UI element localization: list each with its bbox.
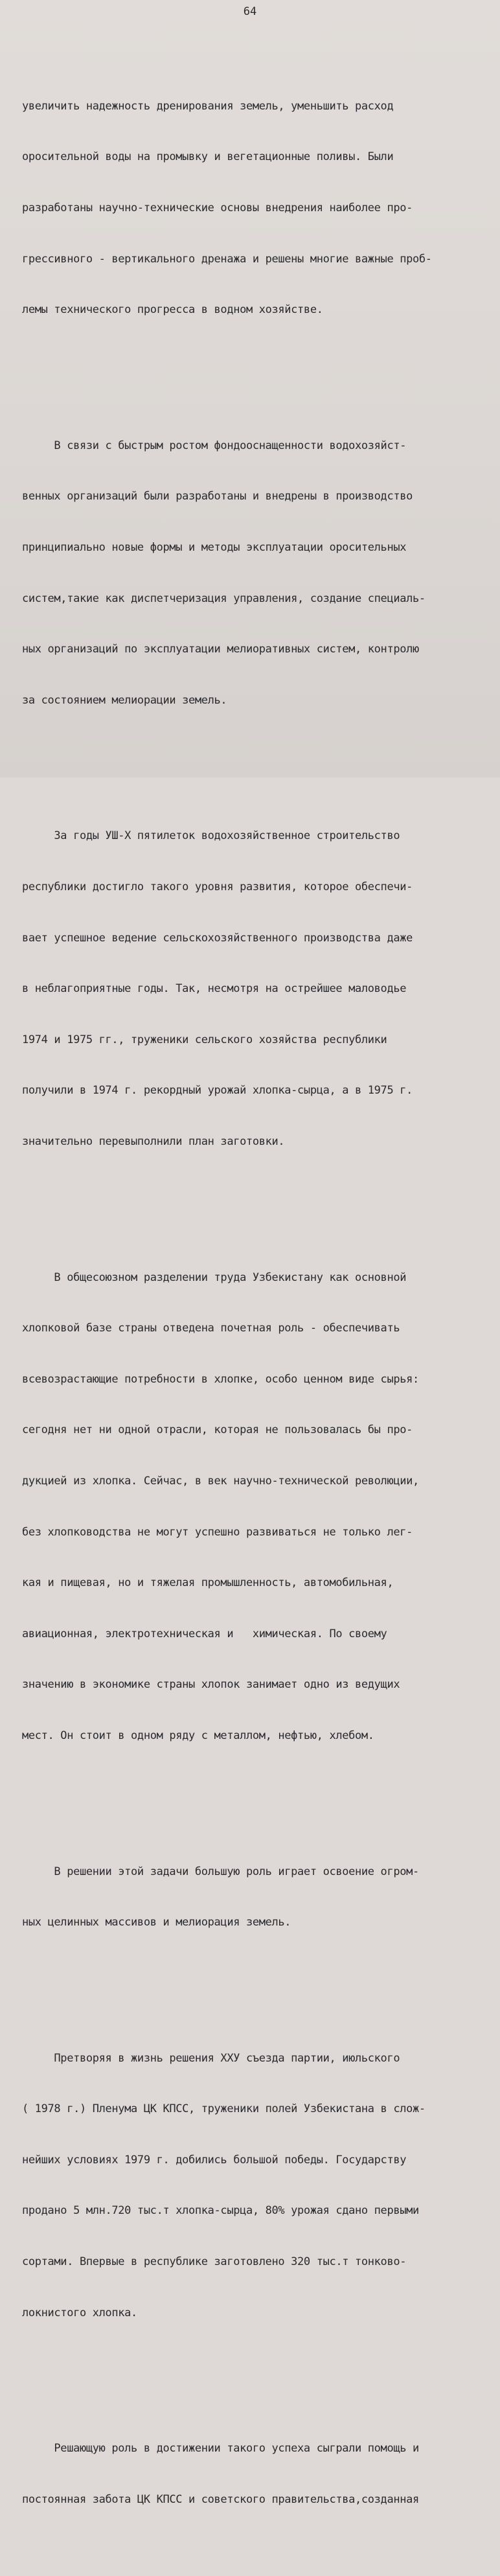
text-line: сегодня нет ни одной отрасли, которая не пользовалась бы про- (22, 1423, 413, 1437)
text-line: ных организаций по эксплуатации мелиоративных систем, контролю (22, 643, 419, 656)
text-line: дукцией из хлопка. Сейчас, в век научно-технической революции, (22, 1474, 419, 1488)
text-line: без хлопководства не могут успешно развиваться не только лег- (22, 1525, 413, 1539)
text-line: За годы УШ-Х пятилеток водохозяйственное строительство (22, 829, 400, 843)
text-line: венных организаций были разработаны и внедрены в производство (22, 490, 413, 503)
text-line: мест. Он стоит в одном ряду с металлом, нефтью, хлебом. (22, 1729, 374, 1742)
text-line: в неблагоприятные годы. Так, несмотря на острейшее маловодье (22, 982, 407, 996)
text-line: Решающую роль в достижении такого успеха сыграли помощь и (22, 2442, 419, 2455)
text-line: ( 1978 г.) Пленума ЦК КПСС, труженики полей Узбекистана в слож- (22, 2102, 426, 2116)
text-line: Претворяя в жизнь решения XXУ съезда партии, июльского (22, 2051, 400, 2065)
page-number: 64 (243, 5, 257, 18)
text-line: локнистого хлопка. (22, 2306, 137, 2319)
text-line: хлопковой базе страны отведена почетная роль - обеспечивать (22, 1322, 400, 1335)
text-line: за состоянием мелиорации земель. (22, 693, 227, 707)
paragraph-6 (22, 2016, 488, 2355)
text-line: ных целинных массивов и мелиорация земель. (22, 1916, 291, 1929)
text-line: сортами. Впервые в республике заготовлено 320 тыс.т тонково- (22, 2255, 407, 2269)
paragraph-5 (22, 1829, 488, 1965)
text-line: грессивного - вертикального дренажа и решены многие важные проб- (22, 252, 432, 266)
paragraph-3 (22, 794, 488, 1184)
text-line: лемы технического прогресса в водном хозяйстве. (22, 303, 323, 317)
text-line: авиационная, электротехническая и химическая. По своему (22, 1627, 387, 1640)
text-line: вает успешное ведение сельскохозяйственного производства даже (22, 931, 413, 945)
text-line: В решении этой задачи большую роль играет освоение огром- (22, 1865, 419, 1878)
text-line: В общесоюзном разделении труда Узбекистану как основной (22, 1271, 407, 1284)
text-line: республики достигло такого уровня развития, которое обеспечи- (22, 880, 413, 893)
text-line: разработаны научно-технические основы внедрения наиболее про- (22, 201, 413, 214)
text-line: нейших условиях 1979 г. добились большой победы. Государству (22, 2153, 407, 2167)
paragraph-4 (22, 1235, 488, 1778)
text-line: значению в экономике страны хлопок занимает одно из ведущих (22, 1678, 400, 1692)
text-line: продано 5 млн.720 тыс.т хлопка-сырца, 80% урожая сдано первыми (22, 2204, 419, 2218)
text-line: значительно перевыполнили план заготовки. (22, 1134, 285, 1148)
text-line: принципиально новые формы и методы эксплуатации оросительных (22, 540, 407, 554)
text-line: оросительной воды на промывку и вегетационные поливы. Были (22, 150, 394, 164)
text-line: всевозрастающие потребности в хлопке, особо ценном виде сырья: (22, 1372, 419, 1386)
paragraph-2 (22, 403, 488, 742)
body-text (22, 30, 488, 2576)
paragraph-7 (22, 2406, 488, 2542)
text-line: кая и пищевая, но и тяжелая промышленность, автомобильная, (22, 1576, 394, 1590)
text-line: увеличить надежность дренирования земель, уменьшить расход (22, 99, 394, 113)
text-line: постоянная забота ЦК КПСС и советского правительства,созданная (22, 2492, 419, 2506)
text-line: 1974 и 1975 гг., труженики сельского хозяйства республики (22, 1033, 387, 1046)
text-line: получили в 1974 г. рекордный урожай хлопка-сырца, а в 1975 г. (22, 1084, 413, 1098)
text-line: В связи с быстрым ростом фондооснащенности водохозяйст- (22, 439, 407, 452)
text-line: систем,такие как диспетчеризация управления, создание специаль- (22, 592, 426, 605)
paragraph-1 (22, 63, 488, 352)
